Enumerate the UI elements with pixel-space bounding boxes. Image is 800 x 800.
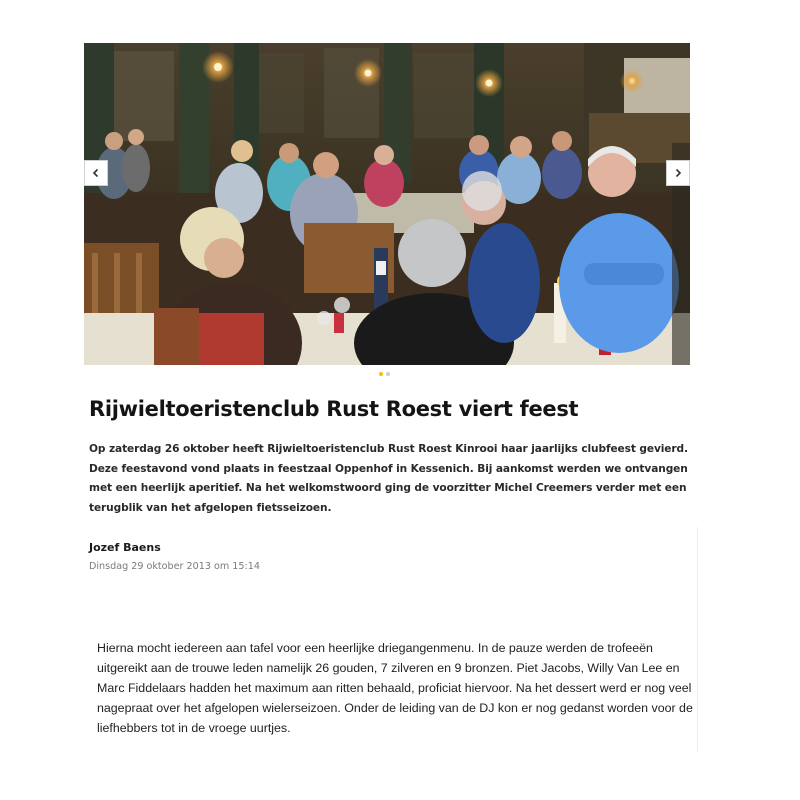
content-divider bbox=[697, 527, 698, 752]
article-intro: Op zaterdag 26 oktober heeft Rijwieltoeristenclub Rust Roest Kinrooi haar jaarlijks clubfeest gevierd. Deze feestavond vond plaats in feestzaal Oppenhof in Kessenich. Bij aankomst werden we ontvangen met een heerlijk aperitief. Na het welkomstwoord ging de voorzitter Michel Creemers verder met een terugblik van het afgelopen fietsseizoen. bbox=[89, 443, 688, 514]
article-author: Jozef Baens bbox=[89, 541, 161, 554]
carousel-dot-2[interactable] bbox=[386, 372, 390, 376]
article-title: Rijwieltoeristenclub Rust Roest viert feest bbox=[89, 397, 579, 421]
chevron-left-icon bbox=[91, 168, 101, 178]
article-body: Hierna mocht iedereen aan tafel voor een heerlijke driegangenmenu. In de pauze werden de trofeeën uitgereikt aan de trouwe leden namelijk 26 gouden, 7 zilveren en 9 bronzen. Piet Jacobs, Willy Van Lee en Marc Fiddelaars hadden het maximum aan ritten behaald, proficiat hiervoor. Na het dessert werd er nog veel nagepraat over het afgelopen wielerseizoen. Onder de leiding van de DJ kon er nog gedanst worden voor de liefhebbers tot in de vroege uurtjes. bbox=[97, 641, 693, 735]
article-photo bbox=[84, 43, 690, 365]
carousel-next-button[interactable] bbox=[666, 160, 690, 186]
photo-carousel[interactable] bbox=[84, 43, 690, 365]
chevron-right-icon bbox=[673, 168, 683, 178]
carousel-pagination bbox=[379, 372, 390, 376]
carousel-prev-button[interactable] bbox=[84, 160, 108, 186]
carousel-dot-1[interactable] bbox=[379, 372, 383, 376]
article-date: Dinsdag 29 oktober 2013 om 15:14 bbox=[89, 561, 260, 572]
